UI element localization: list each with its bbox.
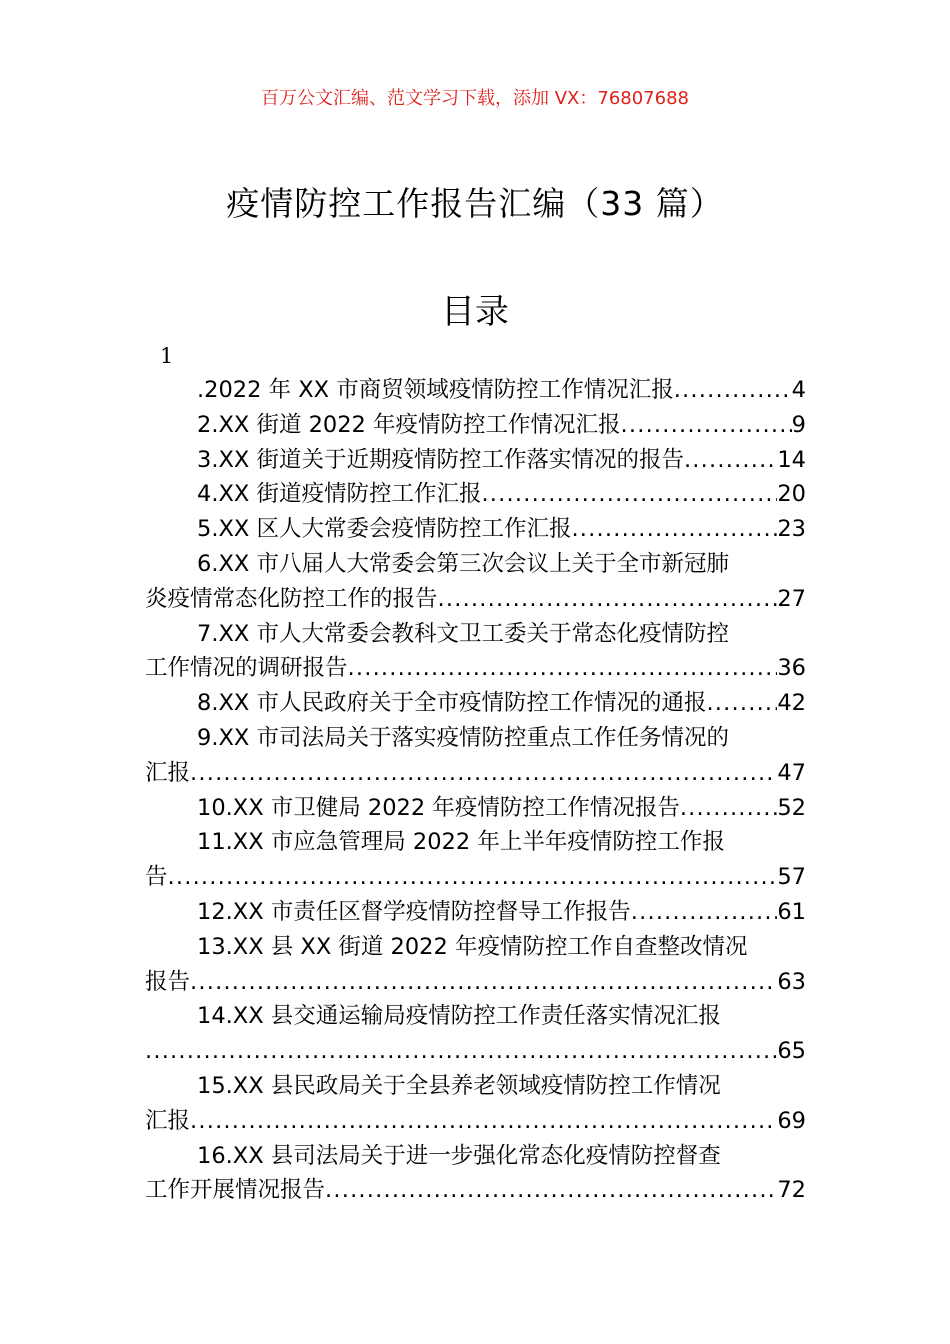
toc-leader-dots <box>190 756 777 791</box>
toc-entry-title: 4.XX 街道疫情防控工作汇报 <box>197 481 482 508</box>
toc-line <box>145 999 806 1034</box>
toc-leader-dots <box>680 791 778 826</box>
toc-entry-title: 16.XX 县司法局关于进一步强化常态化疫情防控督查 <box>197 1142 721 1169</box>
toc-leader-dots <box>481 477 777 512</box>
toc-line <box>145 965 806 1000</box>
toc-leader-dots <box>190 1104 777 1139</box>
toc-page-number: 72 <box>777 1177 806 1204</box>
toc-entry-title: 2.XX 街道 2022 年疫情防控工作情况汇报 <box>197 411 621 438</box>
toc-entry-title: 汇报 <box>145 1107 191 1134</box>
toc-line <box>145 686 806 721</box>
toc-entry[interactable] <box>145 721 806 791</box>
toc-entry-title: 3.XX 街道关于近期疫情防控工作落实情况的报告 <box>197 446 684 473</box>
toc-entry-title: 汇报 <box>145 759 191 786</box>
toc-leader-dots <box>684 443 777 478</box>
toc-entry-title: 13.XX 县 XX 街道 2022 年疫情防控工作自查整改情况 <box>197 933 748 960</box>
toc-entry[interactable] <box>145 999 806 1069</box>
toc-page-number: 9 <box>791 411 806 438</box>
toc-line <box>145 1173 806 1208</box>
toc-entry[interactable] <box>145 547 806 617</box>
toc-entry-title: 8.XX 市人民政府关于全市疫情防控工作情况的通报 <box>197 690 707 717</box>
toc-entry-title: 报告 <box>145 968 191 995</box>
toc-page-number: 57 <box>777 864 806 891</box>
toc-leader-dots <box>571 512 777 547</box>
toc-page-number: 27 <box>777 585 806 612</box>
toc-line <box>145 582 806 617</box>
toc-line <box>145 617 806 652</box>
toc-heading: 目录 <box>441 292 509 332</box>
toc-entry-title: .2022 年 XX 市商贸领域疫情防控工作情况汇报 <box>197 377 674 403</box>
toc-entry-title: 15.XX 县民政局关于全县养老领域疫情防控工作情况 <box>197 1072 721 1099</box>
toc-entry[interactable] <box>145 791 806 826</box>
toc-entry-title: 12.XX 市责任区督学疫情防控督导工作报告 <box>197 898 631 925</box>
toc-page-number: 23 <box>777 516 806 543</box>
toc-line <box>145 408 806 443</box>
toc-number-mark: 1 <box>160 344 174 368</box>
toc-page-number: 69 <box>777 1107 806 1134</box>
toc-entry[interactable] <box>145 1139 806 1209</box>
toc-leader-dots <box>145 1034 777 1069</box>
toc-entry-title: 工作情况的调研报告 <box>145 655 348 682</box>
toc-leader-dots <box>706 686 777 721</box>
toc-page-number: 61 <box>777 898 806 925</box>
toc-line <box>145 651 806 686</box>
toc-entry-title: 6.XX 市八届人大常委会第三次会议上关于全市新冠肺 <box>197 550 729 577</box>
toc-entry-title: 告 <box>145 864 168 891</box>
toc-leader-dots <box>348 651 778 686</box>
toc-page-number: 4 <box>791 377 806 403</box>
toc-entry-title: 9.XX 市司法局关于落实疫情防控重点工作任务情况的 <box>197 724 729 751</box>
toc-entry-title: 7.XX 市人大常委会教科文卫工委关于常态化疫情防控 <box>197 620 729 647</box>
toc-entry[interactable] <box>145 408 806 443</box>
toc-page-number: 42 <box>777 690 806 717</box>
toc-line <box>145 1104 806 1139</box>
toc-line <box>145 721 806 756</box>
table-of-contents <box>145 373 806 1208</box>
toc-leader-dots <box>621 408 792 443</box>
toc-page-number: 36 <box>777 655 806 682</box>
toc-page-number: 14 <box>777 446 806 473</box>
toc-line <box>145 443 806 478</box>
toc-entry[interactable] <box>145 895 806 930</box>
toc-line <box>145 895 806 930</box>
toc-entry-title: 炎疫情常态化防控工作的报告 <box>145 585 438 612</box>
toc-entry[interactable] <box>145 512 806 547</box>
toc-line <box>145 756 806 791</box>
toc-entry[interactable] <box>145 825 806 895</box>
toc-line <box>145 791 806 826</box>
toc-leader-dots <box>190 965 777 1000</box>
toc-entry-title: 工作开展情况报告 <box>145 1177 326 1204</box>
toc-entry[interactable] <box>145 617 806 687</box>
toc-leader-dots <box>168 860 778 895</box>
toc-line <box>145 373 806 408</box>
toc-entry[interactable] <box>145 930 806 1000</box>
toc-line <box>145 1069 806 1104</box>
toc-entry-title: 14.XX 县交通运输局疫情防控工作责任落实情况汇报 <box>197 1003 721 1030</box>
toc-page-number: 20 <box>777 481 806 508</box>
document-title: 疫情防控工作报告汇编（33 篇） <box>226 184 724 223</box>
toc-entry[interactable] <box>145 477 806 512</box>
toc-page-number: 47 <box>777 759 806 786</box>
toc-line <box>145 1139 806 1174</box>
toc-line <box>145 860 806 895</box>
toc-line <box>145 512 806 547</box>
toc-entry-title: 5.XX 区人大常委会疫情防控工作汇报 <box>197 516 572 543</box>
toc-leader-dots <box>325 1173 777 1208</box>
toc-line <box>145 825 806 860</box>
toc-page-number: 63 <box>777 968 806 995</box>
toc-entry[interactable] <box>145 686 806 721</box>
header-note: 百万公文汇编、范文学习下载，添加 VX：76807688 <box>261 88 689 109</box>
toc-entry[interactable] <box>145 443 806 478</box>
toc-entry-title: 11.XX 市应急管理局 2022 年上半年疫情防控工作报 <box>197 829 725 856</box>
toc-entry-title: 10.XX 市卫健局 2022 年疫情防控工作情况报告 <box>197 794 680 821</box>
toc-line <box>145 1034 806 1069</box>
toc-line <box>145 930 806 965</box>
toc-leader-dots <box>438 582 778 617</box>
toc-line <box>145 547 806 582</box>
toc-page-number: 65 <box>777 1038 806 1065</box>
toc-leader-dots <box>631 895 778 930</box>
toc-entry[interactable] <box>145 1069 806 1139</box>
toc-line <box>145 477 806 512</box>
toc-page-number: 52 <box>777 794 806 821</box>
toc-leader-dots <box>674 373 792 408</box>
toc-entry[interactable] <box>145 373 806 408</box>
